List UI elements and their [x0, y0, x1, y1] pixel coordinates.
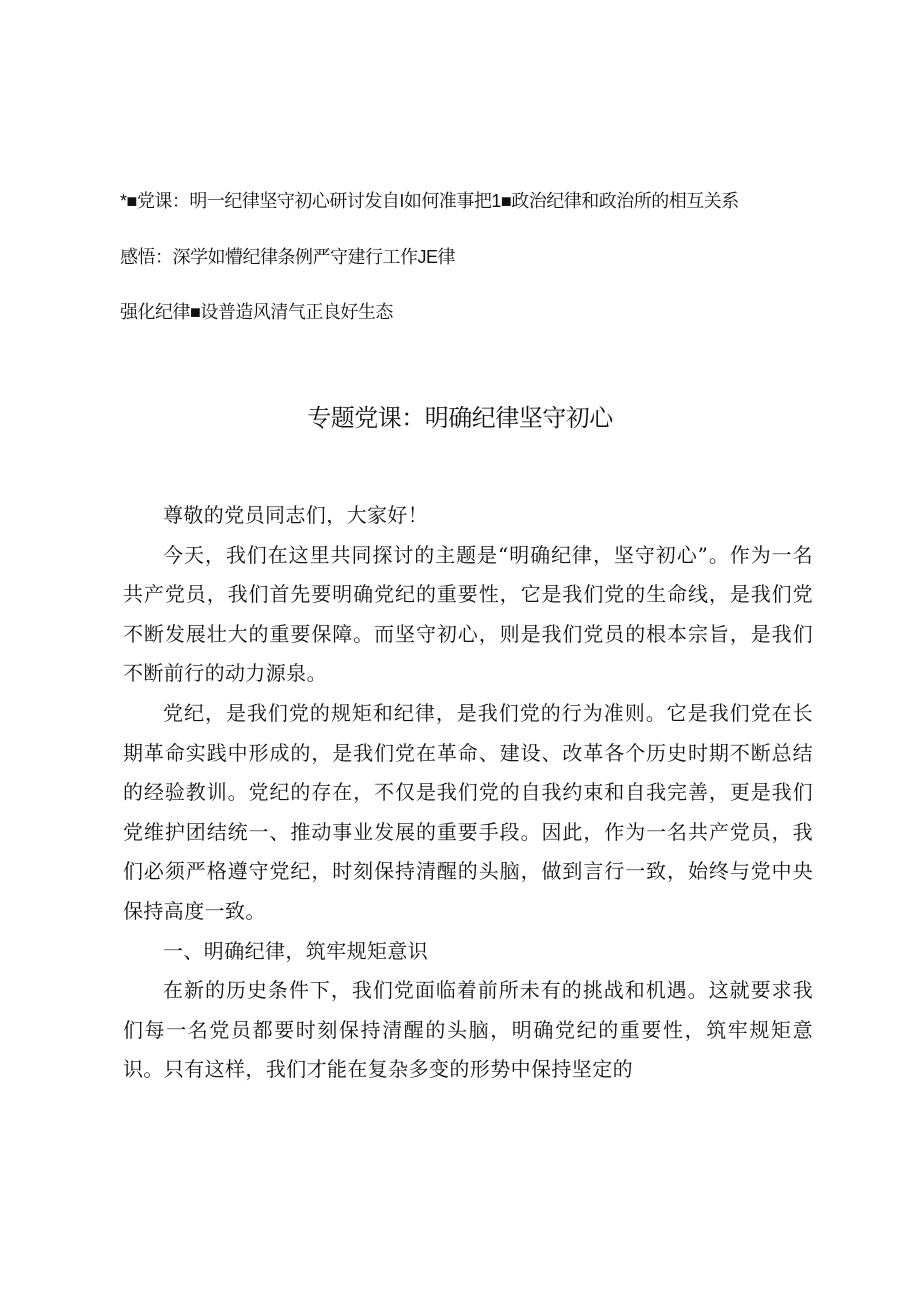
related-articles-list [120, 186, 840, 327]
document-body [123, 496, 813, 1090]
section-heading: 一、明确纪律，筑牢规矩意识 [163, 938, 429, 963]
document-title: 专题党课：明确纪律坚守初心 [307, 405, 613, 432]
greeting-paragraph: 尊敬的党员同志们，大家好！ [163, 503, 429, 527]
related-article-3[interactable]: 强化纪律■设普造风清气正良好生态 [120, 302, 393, 322]
related-article-2[interactable]: 感悟：深学如懵纪律条例严守建行工作JE律 [120, 247, 456, 267]
body-paragraph: 在新的历史条件下，我们党面临着前所未有的挑战和机遇。这就要求我们每一名党员都要时刻保持清醒的头脑，明确党纪的重要性，筑牢规矩意识。只有这样，我们才能在复杂多变的形势中保持坚定的 [123, 978, 813, 1082]
body-paragraph: 今天，我们在这里共同探讨的主题是“明确纪律，坚守初心”。作为一名共产党员，我们首先要明确党纪的重要性，它是我们党的生命线，是我们党不断发展壮大的重要保障。而坚守初心，则是我们党员的根本宗旨，是我们不断前行的动力源泉。 [123, 542, 813, 686]
related-article-1[interactable]: *■党课：明一纪律坚守初心研讨发自I如何准事把1■政治纪律和政治所的相互关系 [120, 191, 739, 211]
body-paragraph: 党纪，是我们党的规矩和纪律，是我们党的行为准则。它是我们党在长期革命实践中形成的，是我们党在革命、建设、改革各个历史时期不断总结的经验教训。党纪的存在，不仅是我们党的自我约束和自我完善，更是我们党维护团结统一、推动事业发展的重要手段。因此，作为一名共产党员，我们必须严格遵守党纪，时刻保持清醒的头脑，做到言行一致，始终与党中央保持高度一致。 [123, 700, 813, 923]
